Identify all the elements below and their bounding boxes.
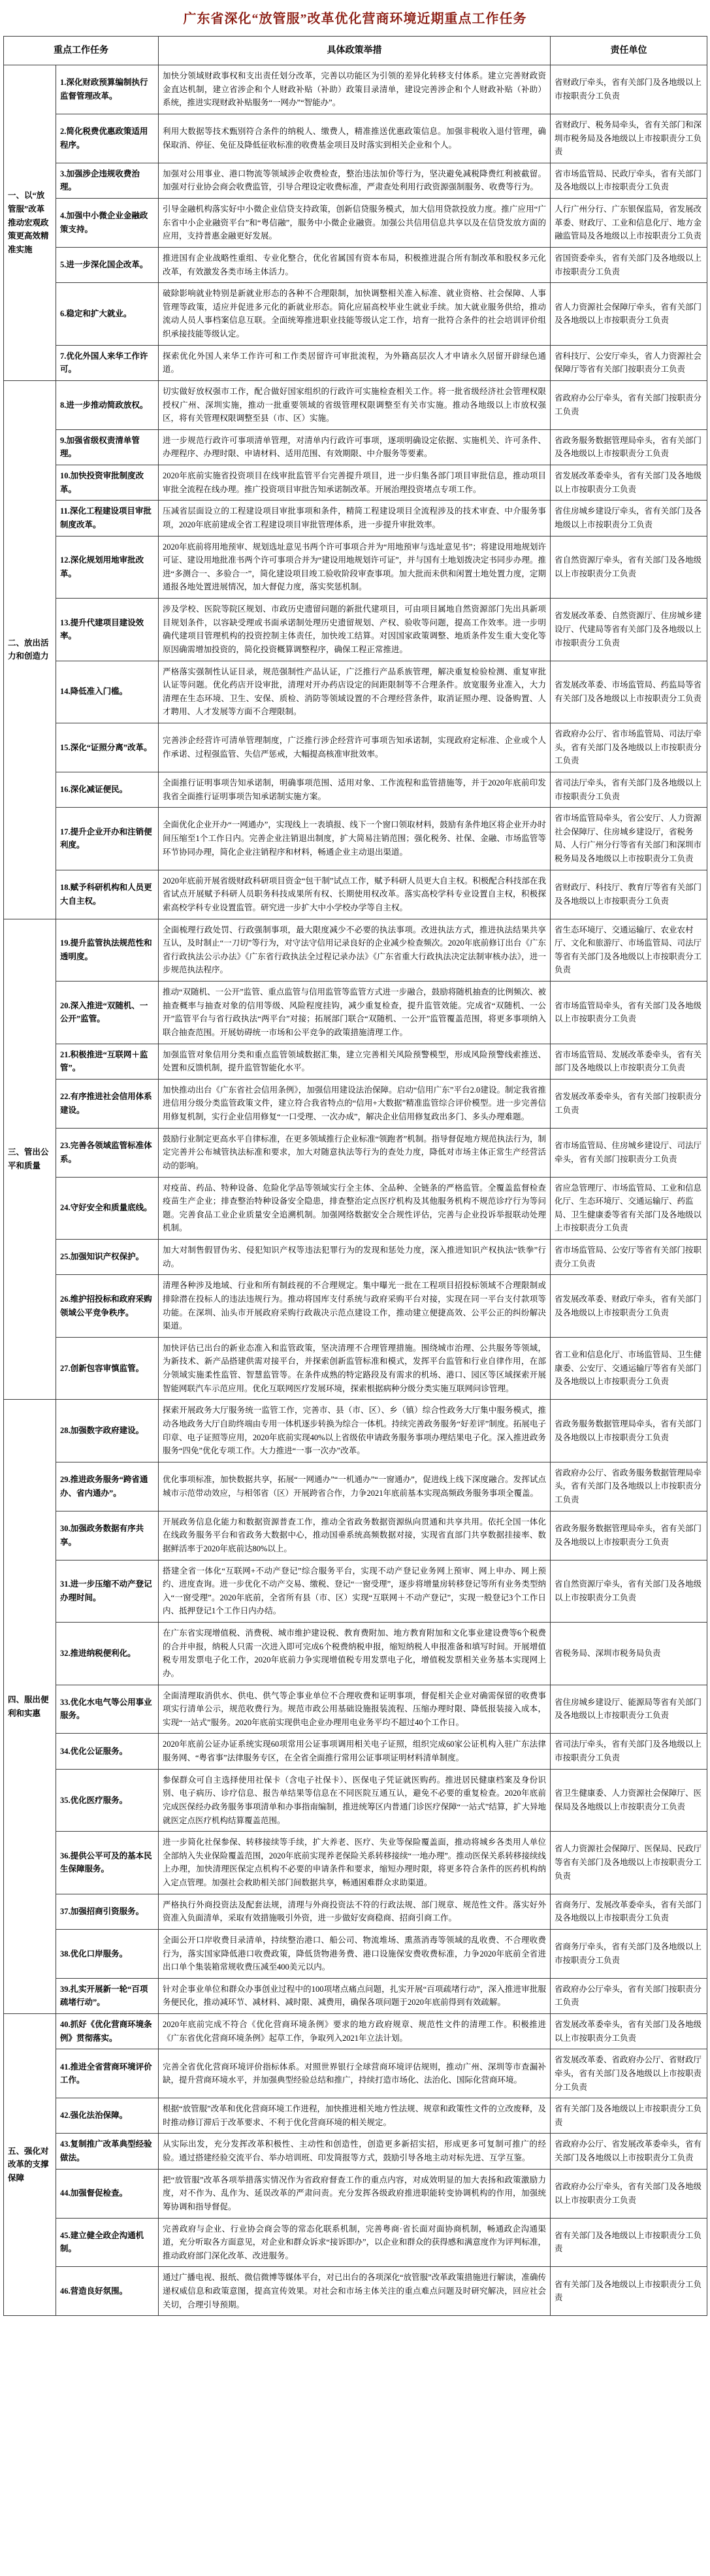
measure-cell: 利用大数据等技术甄别符合条件的纳税人、缴费人，精准推送优惠政策信息。加强非税收入退付管理，确保取消、停征、免征及降低征收标准的收费基金项目及时落实到相关企业和个人。 [159, 114, 551, 163]
resp-cell: 省工业和信息化厅、市场监管局、卫生健康委、公安厅、交通运输厅等省有关部门及各地级以上市按职责分工负责 [551, 1337, 707, 1400]
task-cell: 22.有序推进社会信用体系建设。 [56, 1079, 159, 1128]
table-row [4, 247, 707, 282]
resp-cell: 省有关部门及各地级以上市按职责分工负责 [551, 2218, 707, 2267]
task-cell: 38.优化口岸服务。 [56, 1929, 159, 1978]
task-cell: 14.降低准入门槛。 [56, 661, 159, 723]
resp-cell: 省政府办公厅、省发展改革委牵头，省有关部门及各地级以上市按职责分工负责 [551, 2134, 707, 2169]
measure-cell: 全面推行证明事项告知承诺制，明确事项范围、适用对象、工作流程和监管措施等，并于2020年底前印发我省全面推行证明事项告知承诺制实施方案。 [159, 772, 551, 807]
category-cell: 三、管出公平和质量 [4, 919, 56, 1400]
measure-cell: 加快推动出台《广东省社会信用条例》，加强信用建设法治保障。启动“信用广东”平台2.0建设。制定我省推进信用分级分类监管政策文件，建立符合我省特点的“信用+大数据”精准监管综合评价模型。进一步完善信用修复机制，实行企业信用修复“一口受理、一次办成”，解决企业信用修复政出多门、多头办理难题。 [159, 1079, 551, 1128]
task-cell: 13.提升代建项目建设效率。 [56, 599, 159, 661]
resp-cell: 省政府办公厅、省政务服务数据管理局牵头，省有关部门及各地级以上市按职责分工负责 [551, 1462, 707, 1511]
resp-cell: 省市场监管局牵头，省公安厅、人力资源社会保障厅、住房城乡建设厅，省税务局、人行广州分行等省有关部门和深圳市税务局及各地级以上市按职责分工负责 [551, 808, 707, 870]
measure-cell: 破除影响就业特别是新就业形态的各种不合理限制，加快调整相关准入标准、就业资格、社会保障、人事管理等政策，适应并促进多元化的新就业形态。简化应届高校毕业生就业手续。加大就业服务供给，推动流动人员人事档案信息互联。全面统筹推进职业技能等级认定工作，培育一批符合条件的社会培训评价组织承接技能等级认定。 [159, 283, 551, 346]
task-cell: 11.深化工程建设项目审批制度改革。 [56, 501, 159, 536]
task-cell: 9.加强省级权责清单管理。 [56, 429, 159, 465]
table-row [4, 1337, 707, 1400]
table-row [4, 2049, 707, 2098]
measure-cell: 在广东省实现增值税、消费税、城市维护建设税、教育费附加、地方教育附加和文化事业建设费等6个税费的合并申报，纳税人只需一次进入即可完成6个税费纳税申报，缩短纳税人申报准备和填写时间。开展增值税专用发票电子化工作，2020年底前力争实现增值税专用发票电子化，增值税发票相关业务基本实现网上办。 [159, 1623, 551, 1685]
table-row [4, 429, 707, 465]
task-cell: 8.进一步推动简政放权。 [56, 380, 159, 429]
resp-cell: 省税务局、深圳市税务局负责 [551, 1623, 707, 1685]
resp-cell: 省发展改革委、省政府办公厅、省财政厅牵头，省有关部门及各地级以上市按职责分工负责 [551, 2049, 707, 2098]
resp-cell: 省自然资源厅牵头，省有关部门及各地级以上市按职责分工负责 [551, 536, 707, 599]
resp-cell: 省发展改革委、市场监管局、药监局等省有关部门及各地级以上市按职责分工负责 [551, 661, 707, 723]
measure-cell: 加强监管对象信用分类和重点监管领域数据汇集，建立完善相关风险预警模型，形成风险预警线索推送、处置和反馈机制，提升监管智能化水平。 [159, 1044, 551, 1079]
table-row [4, 163, 707, 198]
table-row [4, 2267, 707, 2316]
category-cell: 四、服出便利和实惠 [4, 1400, 56, 2014]
task-cell: 4.加强中小微企业金融政策支持。 [56, 199, 159, 248]
table-row [4, 808, 707, 870]
task-cell: 15.深化“证照分离”改革。 [56, 723, 159, 772]
table-row [4, 870, 707, 919]
measure-cell: 全面清理取消供水、供电、供气等企事业单位不合理收费和证明事项，督促相关企业对确需保留的收费事项实行清单公示，规范收费行为。规范市政公用基础设施报装流程、压缩办理时限、降低报装接入成本，实现“一站式”服务。2020年底前实现供电企业办理用电业务平均不超过40个工作日。 [159, 1685, 551, 1734]
task-cell: 26.维护招投标和政府采购领域公平竞争秩序。 [56, 1275, 159, 1338]
resp-cell: 省政府办公厅牵头，省有关部门及各地级以上市按职责分工负责 [551, 2169, 707, 2218]
task-cell: 25.加强知识产权保护。 [56, 1240, 159, 1275]
table-body [4, 65, 707, 2316]
table-row [4, 1623, 707, 1685]
task-cell: 43.复制推广改革典型经验做法。 [56, 2134, 159, 2169]
table-row [4, 1832, 707, 1894]
resp-cell: 省财政厅、科技厅、教育厅等省有关部门及各地级以上市按职责分工负责 [551, 870, 707, 919]
table-row [4, 2098, 707, 2134]
table-row [4, 1511, 707, 1560]
measure-cell: 把“放管服”改革各项举措落实情况作为省政府督查工作的重点内容，对成效明显的加大表扬和政策激励力度，对不作为、乱作为、延误改革的严肃问责。充分发挥各级政府推进职能转变协调机构的作用，加强统筹协调和指导督促。 [159, 2169, 551, 2218]
measure-cell: 通过广播电视、报纸、微信微博等媒体平台，对已出台的各项深化“放管服”改革政策措施进行解读，准确传递权威信息和政策意图，提高宣传效果。对社会和市场主体关注的重点难点问题及时研究解决，回应社会关切，合理引导预期。 [159, 2267, 551, 2316]
table-row [4, 1128, 707, 1177]
measure-cell: 清理各种涉及地域、行业和所有制歧视的不合理规定。集中曝光一批在工程项目招投标领域不合理限制或排除潜在投标人的违法违规行为。推动将国库支付系统与政府采购平台对接，实现在同一平台支付款项等功能。在深圳、汕头市开展政府采购行政裁决示范点建设工作，推动建立便捷高效、公平公正的纠纷解决渠道。 [159, 1275, 551, 1338]
resp-cell: 省卫生健康委、人力资源社会保障厅、医保局及各地级以上市按职责分工负责 [551, 1769, 707, 1832]
resp-cell: 省生态环境厅、交通运输厅、农业农村厅、文化和旅游厅、市场监管局、司法厅等省有关部门及各地级以上市按职责分工负责 [551, 919, 707, 982]
task-cell: 24.守好安全和质量底线。 [56, 1177, 159, 1240]
resp-cell: 省司法厅牵头，省有关部门及各地级以上市按职责分工负责 [551, 772, 707, 807]
task-cell: 39.扎实开展新一轮“百项疏堵行动”。 [56, 1978, 159, 2013]
resp-cell: 省住房城乡建设厅、能源局等省有关部门及各地级以上市按职责分工负责 [551, 1685, 707, 1734]
measure-cell: 对疫苗、药品、特种设备、危险化学品等领域实行全主体、全品种、全链条的严格监管。全覆盖监督检查疫苗生产企业；排查整治特种设备安全隐患，排查整治定点医疗机构及其他服务机构不规范诊疗行为等问题。完善食品工业企业质量安全追溯机制。加强网络数据安全合规性评估，完善与企业投诉举报联动处理机制。 [159, 1177, 551, 1240]
resp-cell: 省发展改革委牵头，省有关部门及各地级以上市按职责分工负责 [551, 2014, 707, 2049]
table-row [4, 1769, 707, 1832]
table-row [4, 2218, 707, 2267]
table-row [4, 2169, 707, 2218]
resp-cell: 省政务服务数据管理局牵头，省有关部门及各地级以上市按职责分工负责 [551, 1511, 707, 1560]
table-row [4, 1079, 707, 1128]
measure-cell: 探索优化外国人来华工作许可和工作类居留许可审批流程，为外籍高层次人才申请永久居留开辟绿色通道。 [159, 345, 551, 380]
table-row [4, 1685, 707, 1734]
resp-cell: 省有关部门及各地级以上市按职责分工负责 [551, 2098, 707, 2134]
measure-cell: 开展政务信息化能力和数据资源普查工作，推动全省政务数据资源纵向贯通和共享共用。依托全国一体化在线政务服务平台和省政务大数据中心，推动国垂系统高频数据对接，实现省直部门共享数据挂接率、数据鲜活率于2020年底前达80%以上。 [159, 1511, 551, 1560]
table-row [4, 1240, 707, 1275]
measure-cell: 推进国有企业战略性重组、专业化整合，优化省属国有资本布局，积极推进混合所有制改革和股权多元化改革，有效激发各类市场主体活力。 [159, 247, 551, 282]
table-row [4, 65, 707, 114]
measure-cell: 进一步规范行政许可事项清单管理，对清单内行政许可事项，逐项明确设定依据、实施机关、许可条件、办理程序、办理时限、申请材料、适用范围、有效期限、中介服务等要素。 [159, 429, 551, 465]
resp-cell: 省住房城乡建设厅牵头，省有关部门及各地级以上市按职责分工负责 [551, 501, 707, 536]
table-row [4, 536, 707, 599]
task-cell: 7.优化外国人来华工作许可。 [56, 345, 159, 380]
table-row [4, 723, 707, 772]
table-row [4, 661, 707, 723]
table-row [4, 982, 707, 1044]
measure-cell: 推动“双随机、一公开”监管、重点监管与信用监管等监管方式进一步融合，鼓励将随机抽查的比例频次、被抽查概率与抽查对象的信用等级、风险程度挂钩，减少重复检查，提升监管效能。完成省“双随机、一公开”监管平台与省行政执法“两平台”对接；拓展部门联合“双随机、一公开”监管覆盖范围，将更多事项纳入联合抽查范围。开展妨碍统一市场和公平竞争的政策措施清理工作。 [159, 982, 551, 1044]
table-row [4, 1462, 707, 1511]
task-cell: 35.优化医疗服务。 [56, 1769, 159, 1832]
table-row [4, 1044, 707, 1079]
measure-cell: 全面梳理行政处罚、行政强制事项，最大限度减少不必要的执法事项。改进执法方式，推进执法结果共享互认，及时制止“一刀切”等行为，对守法守信用记录良好的企业减少检查频次。2020年底前修订出台《广东省行政执法公示办法》《广东省行政执法全过程记录办法》《广东省重大行政执法决定法制审核办法》，进一步规范执法程序。 [159, 919, 551, 982]
resp-cell: 省市场监管局、发展改革委牵头，省有关部门及各地级以上市按职责分工负责 [551, 1044, 707, 1079]
task-cell: 36.提供公平可及的基本民生保障服务。 [56, 1832, 159, 1894]
resp-cell: 省发展改革委、财政厅牵头，省有关部门及各地级以上市按职责分工负责 [551, 1275, 707, 1338]
table-row [4, 772, 707, 807]
measure-cell: 2020年底前公证办证系统实现60项常用公证事项调用相关电子证照，组织完成60家公证机构入驻广东法律服务网、“粤省事”法律服务专区，在全省全面推行常用公证事项证明材料清单制度。 [159, 1734, 551, 1769]
task-cell: 1.深化财政预算编制执行监督管理改革。 [56, 65, 159, 114]
resp-cell: 省国资委牵头，省有关部门及各地级以上市按职责分工负责 [551, 247, 707, 282]
measure-cell: 全面优化企业开办“一网通办”，实现线上一表填报、线下一个窗口领取材料，鼓励有条件地区将企业开办时间压缩至1个工作日内。完善企业注销退出制度，扩大简易注销范围；强化税务、社保、金融、市场监管等环节协同办理，简化企业注销程序和材料，畅通企业主动退出渠道。 [159, 808, 551, 870]
table-row [4, 1894, 707, 1929]
task-cell: 28.加强数字政府建设。 [56, 1400, 159, 1462]
resp-cell: 省发展改革委牵头，省有关部门按职责分工负责 [551, 1079, 707, 1128]
table-row [4, 2014, 707, 2049]
category-cell: 二、放出活力和创造力 [4, 380, 56, 919]
task-cell: 45.建立健全政企沟通机制。 [56, 2218, 159, 2267]
resp-cell: 人行广州分行、广东银保监局，省发展改革委、财政厅、工业和信息化厅、地方金融监管局及各地级以上市按职责分工负责 [551, 199, 707, 248]
resp-cell: 省市场监管局、住房城乡建设厅、司法厅牵头，省有关部门按职责分工负责 [551, 1128, 707, 1177]
measure-cell: 加快分领域财政事权和支出责任划分改革，完善以功能区为引领的差异化转移支付体系。建立完善财政资金直达机制，建立省涉企和个人财政补贴（补助）政策目录清单，建设完善涉企和个人财政补贴（补助）系统，推进实现财政补贴服务“一网办”“智能办”。 [159, 65, 551, 114]
measure-cell: 加快评估已出台的新业态准入和监管政策，坚决清理不合理管理措施。围绕城市治理、公共服务等领域，为新技术、新产品搭建供需对接平台，并探索创新监管标准和模式，发挥平台监管和行业自律作用，在部分领域实施柔性监管、智慧监管等。在条件成熟的特定路段及有需求的机场、港口、园区等区域探索开展智能网联汽车示范应用。优化互联网医疗发展环境，探索根据病种分级分类实施互联网问诊管理。 [159, 1337, 551, 1400]
resp-cell: 省科技厅、公安厅牵头，省人力资源社会保障厅等省有关部门按职责分工负责 [551, 345, 707, 380]
task-cell: 12.深化规划用地审批改革。 [56, 536, 159, 599]
task-cell: 10.加快投资审批制度改革。 [56, 465, 159, 501]
table-row [4, 2134, 707, 2169]
page-title: 广东省深化“放管服”改革优化营商环境近期重点工作任务 [183, 12, 527, 26]
resp-cell: 省人力资源社会保障厅牵头，省有关部门及各地级以上市按职责分工负责 [551, 283, 707, 346]
measure-cell: 完善全省优化营商环境评价指标体系。对照世界银行全球营商环境评估规则，推动广州、深圳等市查漏补缺，提升营商环境水平，并加强典型经验总结和推广，持续打造市场化、法治化、国际化营商环境。 [159, 2049, 551, 2098]
task-cell: 46.营造良好氛围。 [56, 2267, 159, 2316]
measure-cell: 完善政府与企业、行业协会商会等的常态化联系机制，完善粤商·省长面对面协商机制，畅通政企沟通渠道，充分听取各方面意见，对企业和群众诉求“接诉即办”，以企业和群众的获得感和满意度作为评判标准，推动政府部门深化改革、改进服务。 [159, 2218, 551, 2267]
task-cell: 37.加强招商引资服务。 [56, 1894, 159, 1929]
resp-cell: 省政务服务数据管理局牵头，省有关部门及各地级以上市按职责分工负责 [551, 1400, 707, 1462]
resp-cell: 省应急管理厅、市场监管局、工业和信息化厅、生态环境厅、交通运输厅、药监局、卫生健康委等省有关部门及各地级以上市按职责分工负责 [551, 1177, 707, 1240]
measure-cell: 引导金融机构落实好中小微企业信贷支持政策，创新信贷服务模式，加大信用贷款投放力度。推广应用“广东省中小企业融资平台”和“粤信融”，服务中小微企业融资。加强公共信用信息共享以及在信贷发放方面的应用，支持普惠金融更好发展。 [159, 199, 551, 248]
measure-cell: 2020年底前将用地预审、规划选址意见书两个许可事项合并为“用地预审与选址意见书”；将建设用地规划许可证、建设用地批准书两个许可事项合并为“建设用地规划许可证”，并与国有土地划拨决定书同步办理。推进“多测合一、多验合一”，简化建设项目竣工验收阶段审查事项。加大批而未供和闲置土地处置力度，定期通报各地处置进展情况，加大督促力度，落实奖惩机制。 [159, 536, 551, 599]
measure-cell: 严格落实强制性认证目录，规范强制性产品认证，广泛推行产品系族管理，解决重复检验检测、重复审批认证等问题。优化药店开设审批，清理对开办药店设定的间距限制等不合理条件。放宽服务业准入，大力清理在生态环境、卫生、安保、质检、消防等领域设置的不合理经营条件，取消证照办理、设备购置、人才聘用、人才发展等方面不合理限制。 [159, 661, 551, 723]
task-cell: 2.简化税费优惠政策适用程序。 [56, 114, 159, 163]
table-row [4, 1560, 707, 1623]
task-cell: 21.积极推进“互联网＋监管”。 [56, 1044, 159, 1079]
measure-cell: 进一步简化社保参保、转移接续等手续，扩大养老、医疗、失业等保险覆盖面，推动将城乡各类用人单位全部纳入失业保险覆盖范围，2020年底前实现养老保险关系转移接续“一地办理”。推动医保关系转移接续线上办理，加快清理医保定点机构不必要的申请条件和要求，缩短办理时限，将更多符合条件的医药机构纳入定点管理。加强社会救助相关部门间数据共享，畅通困难群众求助渠道。 [159, 1832, 551, 1894]
resp-cell: 省政府办公厅牵头，省有关部门按职责分工负责 [551, 1978, 707, 2013]
table-row [4, 1734, 707, 1769]
task-cell: 18.赋予科研机构和人员更大自主权。 [56, 870, 159, 919]
measure-cell: 2020年底前实施省投资项目在线审批监管平台完善提升项目，进一步归集各部门项目审批信息，推动项目审批全流程在线办理。推广投资项目审批告知承诺制改革。开展治理投资堵点专项工作。 [159, 465, 551, 501]
table-row [4, 114, 707, 163]
task-cell: 19.提升监管执法规范性和透明度。 [56, 919, 159, 982]
task-cell: 42.强化法治保障。 [56, 2098, 159, 2134]
resp-cell: 省司法厅牵头，省有关部门及各地级以上市按职责分工负责 [551, 1734, 707, 1769]
resp-cell: 省自然资源厅牵头，省有关部门及各地级以上市按职责分工负责 [551, 1560, 707, 1623]
category-cell: 一、以“放管服”改革推动宏观政策更高效精准实施 [4, 65, 56, 381]
task-cell: 27.创新包容审慎监管。 [56, 1337, 159, 1400]
task-cell: 29.推进政务服务“跨省通办、省内通办”。 [56, 1462, 159, 1511]
measure-cell: 加大对制售假冒伪劣、侵犯知识产权等违法犯罪行为的发现和惩处力度，深入推进知识产权执法“铁拳”行动。 [159, 1240, 551, 1275]
measure-cell: 探索开展政务大厅服务统一监管工作，完善市、县（市、区）、乡（镇）综合性政务大厅集中服务模式，推动各地政务大厅自助终端由专用一体机逐步转换为综合一体机。持续完善政务服务“好差评”制度。拓展电子印章、电子证照等应用，2020年底前实现40%以上省级依申请政务服务事项办理结果电子化。深入推进政务服务“四免”优化专项工作。大力推进“一事一次办”改革。 [159, 1400, 551, 1462]
table-row [4, 199, 707, 248]
tasks-table [3, 36, 707, 2316]
measure-cell: 切实做好放权强市工作，配合做好国家组织的行政许可实施检查相关工作。将一批省级经济社会管理权限授权广州、深圳实施，推动一批重要领域的省级管理权限调整至有关市实施。推动各地级以上市放权强区，将有关管理权限调整至县（市、区）实施。 [159, 380, 551, 429]
table-row [4, 1275, 707, 1338]
measure-cell: 压减省层面设立的工程建设项目审批事项和条件，精简工程建设项目全流程涉及的技术审查、中介服务事项，2020年底前建成全省工程建设项目审批管理体系，进一步提升审批效率。 [159, 501, 551, 536]
resp-cell: 省政务服务数据管理局牵头，省有关部门及各地级以上市按职责分工负责 [551, 429, 707, 465]
measure-cell: 涉及学校、医院等院区规划、市政历史遗留问题的新批代建项目，可由项目属地自然资源部门先出具新项目规划条件，以容缺受理或书面承诺制处理历史遗留规划、产权、验收等问题，提高工作效率。进一步明确代建项目管理机构的投资控制主体责任，加快竣工结算。对因国家政策调整、地质条件发生重大变化等原因确需增加投资的，简化投资概算调整程序，确保工程正常推进。 [159, 599, 551, 661]
table-row [4, 1929, 707, 1978]
resp-cell: 省政府办公厅牵头，省有关部门按职责分工负责 [551, 380, 707, 429]
measure-cell: 优化事项标准，加快数据共享，拓展“一网通办”“一机通办”“一窗通办”，促进线上线下深度融合。发挥试点城市示范带动效应，与相邻省（区）开展跨省合作，力争2021年底前基本实现高频政务服务事项全覆盖。 [159, 1462, 551, 1511]
table-row [4, 1978, 707, 2013]
resp-cell: 省商务厅、发展改革委牵头，省有关部门及各地级以上市按职责分工负责 [551, 1894, 707, 1929]
task-cell: 16.深化减证便民。 [56, 772, 159, 807]
resp-cell: 省人力资源社会保障厅、医保局、民政厅等省有关部门及各地级以上市按职责分工负责 [551, 1832, 707, 1894]
column-header-tasks: 重点工作任务 [4, 37, 159, 65]
measure-cell: 严格执行外商投资法及配套法规，清理与外商投资法不符的行政法规、部门规章、规范性文件。落实好外资准入负面清单，采取有效措施吸引外资，进一步做好安商稳商、招商引商工作。 [159, 1894, 551, 1929]
resp-cell: 省发展改革委、自然资源厅、住房城乡建设厅、代建局等省有关部门及各地级以上市按职责分工负责 [551, 599, 707, 661]
task-cell: 6.稳定和扩大就业。 [56, 283, 159, 346]
resp-cell: 省市场监管局、公安厅等省有关部门按职责分工负责 [551, 1240, 707, 1275]
table-row [4, 283, 707, 346]
task-cell: 20.深入推进“双随机、一公开”监管。 [56, 982, 159, 1044]
task-cell: 30.加强政务数据有序共享。 [56, 1511, 159, 1560]
resp-cell: 省有关部门及各地级以上市按职责分工负责 [551, 2267, 707, 2316]
task-cell: 44.加强督促检查。 [56, 2169, 159, 2218]
task-cell: 33.优化水电气等公用事业服务。 [56, 1685, 159, 1734]
measure-cell: 从实际出发，充分发挥改革积极性、主动性和创造性，创造更多新招实招，形成更多可复制可推广的经验。通过搭建经验交流平台、举办培训班、印发简报等方式，鼓励引导各地主动对标先进、互学互鉴。 [159, 2134, 551, 2169]
table-row [4, 345, 707, 380]
task-cell: 23.完善各领域监管标准体系。 [56, 1128, 159, 1177]
table-row [4, 599, 707, 661]
measure-cell: 全面公开口岸收费目录清单，持续整治港口、船公司、物流堆场、熏蒸消毒等领域的乱收费、不合理收费行为，落实国家降低港口收费政策，降低货物港务费、港口设施保安费收费标准，力争2020年底前全省进出口单个集装箱常规收费压减至400美元以内。 [159, 1929, 551, 1978]
table-row [4, 380, 707, 429]
table-row [4, 919, 707, 982]
measure-cell: 鼓励行业制定更高水平自律标准，在更多领域推行企业标准“领跑者”机制。指导督促地方规范执法行为，制定完善并公布城管执法标准和要求，加大对随意执法等行为的查处力度，降低对市场主体正常生产经营活动的影响。 [159, 1128, 551, 1177]
task-cell: 17.提升企业开办和注销便利度。 [56, 808, 159, 870]
measure-cell: 2020年底前完成不符合《优化营商环境条例》要求的地方政府规章、规范性文件的清理工作。积极推进《广东省优化营商环境条例》起草工作，争取列入2021年立法计划。 [159, 2014, 551, 2049]
task-cell: 3.加强涉企违规收费治理。 [56, 163, 159, 198]
resp-cell: 省市场监管局牵头，省有关部门及各地级以上市按职责分工负责 [551, 982, 707, 1044]
resp-cell: 省政府办公厅、省市场监管局、司法厅牵头，省有关部门及各地级以上市按职责分工负责 [551, 723, 707, 772]
table-row [4, 1400, 707, 1462]
task-cell: 41.推进全省营商环境评价工作。 [56, 2049, 159, 2098]
measure-cell: 完善涉企经营许可清单管理制度，广泛推行涉企经营许可事项告知承诺制，实现政府定标准、企业或个人作承诺、过程强监管、失信严惩戒，大幅提高核准审批效率。 [159, 723, 551, 772]
task-cell: 32.推进纳税便利化。 [56, 1623, 159, 1685]
table-row [4, 1177, 707, 1240]
table-row [4, 501, 707, 536]
resp-cell: 省商务厅牵头，省有关部门及各地级以上市按职责分工负责 [551, 1929, 707, 1978]
measure-cell: 针对企事业单位和群众办事创业过程中的100项堵点痛点问题，扎实开展“百项疏堵行动”，深入推进审批服务便民化，推动减环节、减材料、减时限、减费用，确保各项问题于2020年底前得到有效疏解。 [159, 1978, 551, 2013]
column-header-measures: 具体政策举措 [159, 37, 551, 65]
measure-cell: 参保群众可自主选择使用社保卡（含电子社保卡）、医保电子凭证就医购药。推进居民健康档案及身份识别、电子病历、诊疗信息、报告单结果等信息在不同医院互通互认，避免不必要的重复检查。2020年底前完成医保经办政务服务事项清单和办事指南编制，推进统筹区内普通门诊医疗保障“一站式”结算，扩大异地就医定点医疗机构结算覆盖范围。 [159, 1769, 551, 1832]
resp-cell: 省财政厅、税务局牵头，省有关部门和深圳市税务局及各地级以上市按职责分工负责 [551, 114, 707, 163]
column-header-responsibility: 责任单位 [551, 37, 707, 65]
measure-cell: 根据“放管服”改革和优化营商环境工作进程，加快推进相关地方性法规、规章和政策性文件的立改废释，及时推动修订滞后于改革要求、不利于优化营商环境的相关规定。 [159, 2098, 551, 2134]
resp-cell: 省发展改革委牵头，省有关部门及各地级以上市按职责分工负责 [551, 465, 707, 501]
task-cell: 34.优化公证服务。 [56, 1734, 159, 1769]
table-row [4, 465, 707, 501]
measure-cell: 2020年底前开展省级财政科研项目资金“包干制”试点工作，赋予科研人员更大自主权。积极配合科技部在我省试点开展赋予科研人员职务科技成果所有权、长期使用权改革。落实高校学科专业设置自主权，积极探索高校学科专业设置监管。研究进一步扩大中小学校办学等自主权。 [159, 870, 551, 919]
measure-cell: 加强对公用事业、港口物流等领域涉企收费检查，整治违法加价等行为，坚决避免减税降费红利被截留。加强对行业协会商会收费监管，引导合理设定收费标准，严肃查处利用行政资源强制服务、收费等行为。 [159, 163, 551, 198]
resp-cell: 省财政厅牵头，省有关部门及各地级以上市按职责分工负责 [551, 65, 707, 114]
category-cell: 五、强化对改革的支撑保障 [4, 2014, 56, 2316]
table-header-row [4, 37, 707, 65]
measure-cell: 搭建全省一体化“互联网+不动产登记”综合服务平台，实现不动产登记业务网上预审、网上申办、网上预约、进度查询。进一步优化不动产交易、缴税、登记“一窗受理”，逐步将增量房转移登记等所有业务类型纳入“一窗受理”。2020年底前，全省所有县（市、区）实现“互联网＋不动产登记”，实现一般登记3个工作日内、抵押登记1个工作日内办结。 [159, 1560, 551, 1623]
task-cell: 40.抓好《优化营商环境条例》贯彻落实。 [56, 2014, 159, 2049]
task-cell: 31.进一步压缩不动产登记办理时间。 [56, 1560, 159, 1623]
resp-cell: 省市场监管局、民政厅牵头，省有关部门及各地级以上市按职责分工负责 [551, 163, 707, 198]
task-cell: 5.进一步深化国企改革。 [56, 247, 159, 282]
